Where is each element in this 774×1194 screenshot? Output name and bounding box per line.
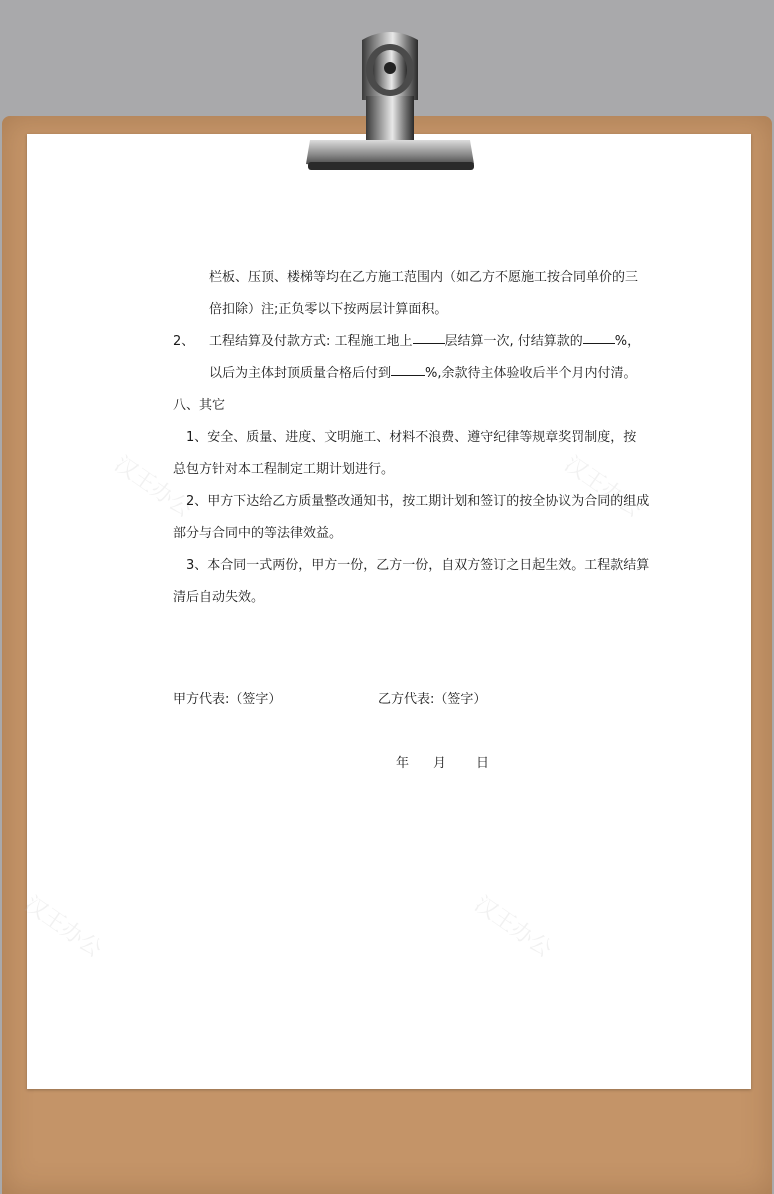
date-month: 月 — [433, 756, 447, 771]
party-a-signature: 甲方代表:（签字） — [173, 692, 282, 707]
text-line: 倍扣除）注;正负零以下按两层计算面积。 — [209, 302, 448, 317]
para-3-line: 清后自动失效。 — [173, 590, 265, 605]
para-2-line: 2、甲方下达给乙方质量整改通知书，按工期计划和签订的按全协议为合同的组成 — [186, 494, 650, 509]
date-line — [396, 752, 489, 771]
para-1-line: 1、安全、质量、进度、文明施工、材料不浪费、遵守纪律等规章奖罚制度，按 — [186, 430, 637, 445]
para-2-line: 部分与合同中的等法律效益。 — [173, 526, 343, 541]
blank-field — [391, 361, 425, 376]
binder-clip-icon — [290, 22, 490, 182]
watermark: 汉王办公 — [109, 451, 197, 523]
section-heading: 八、其它 — [173, 398, 226, 413]
text-line: 栏板、压顶、楼梯等均在乙方施工范围内（如乙方不愿施工按合同单价的三 — [209, 270, 639, 285]
para-1-line: 总包方针对本工程制定工期计划进行。 — [173, 462, 395, 477]
clause-2-cont: 以后为主体封顶质量合格后付到 %,余款待主体验收后半个月内付清。 — [173, 358, 633, 390]
date-year: 年 — [396, 756, 410, 771]
party-b-signature: 乙方代表:（签字） — [378, 692, 487, 707]
blank-field — [413, 329, 445, 344]
date-day: 日 — [476, 756, 490, 771]
contract-text — [173, 262, 650, 614]
watermark: 汉王办公 — [19, 891, 107, 963]
watermark: 汉王办公 — [469, 891, 557, 963]
para-3-line: 3、本合同一式两份，甲方一份，乙方一份，自双方签订之日起生效。工程款结算 — [186, 558, 650, 573]
blank-field — [583, 329, 615, 344]
watermark: 汉王办公 — [559, 451, 647, 523]
clause-number: 2、 — [173, 334, 195, 349]
clause-2: 2、 工程结算及付款方式: 工程施工地上 层结算一次, 付结算款的 %， — [173, 326, 633, 358]
